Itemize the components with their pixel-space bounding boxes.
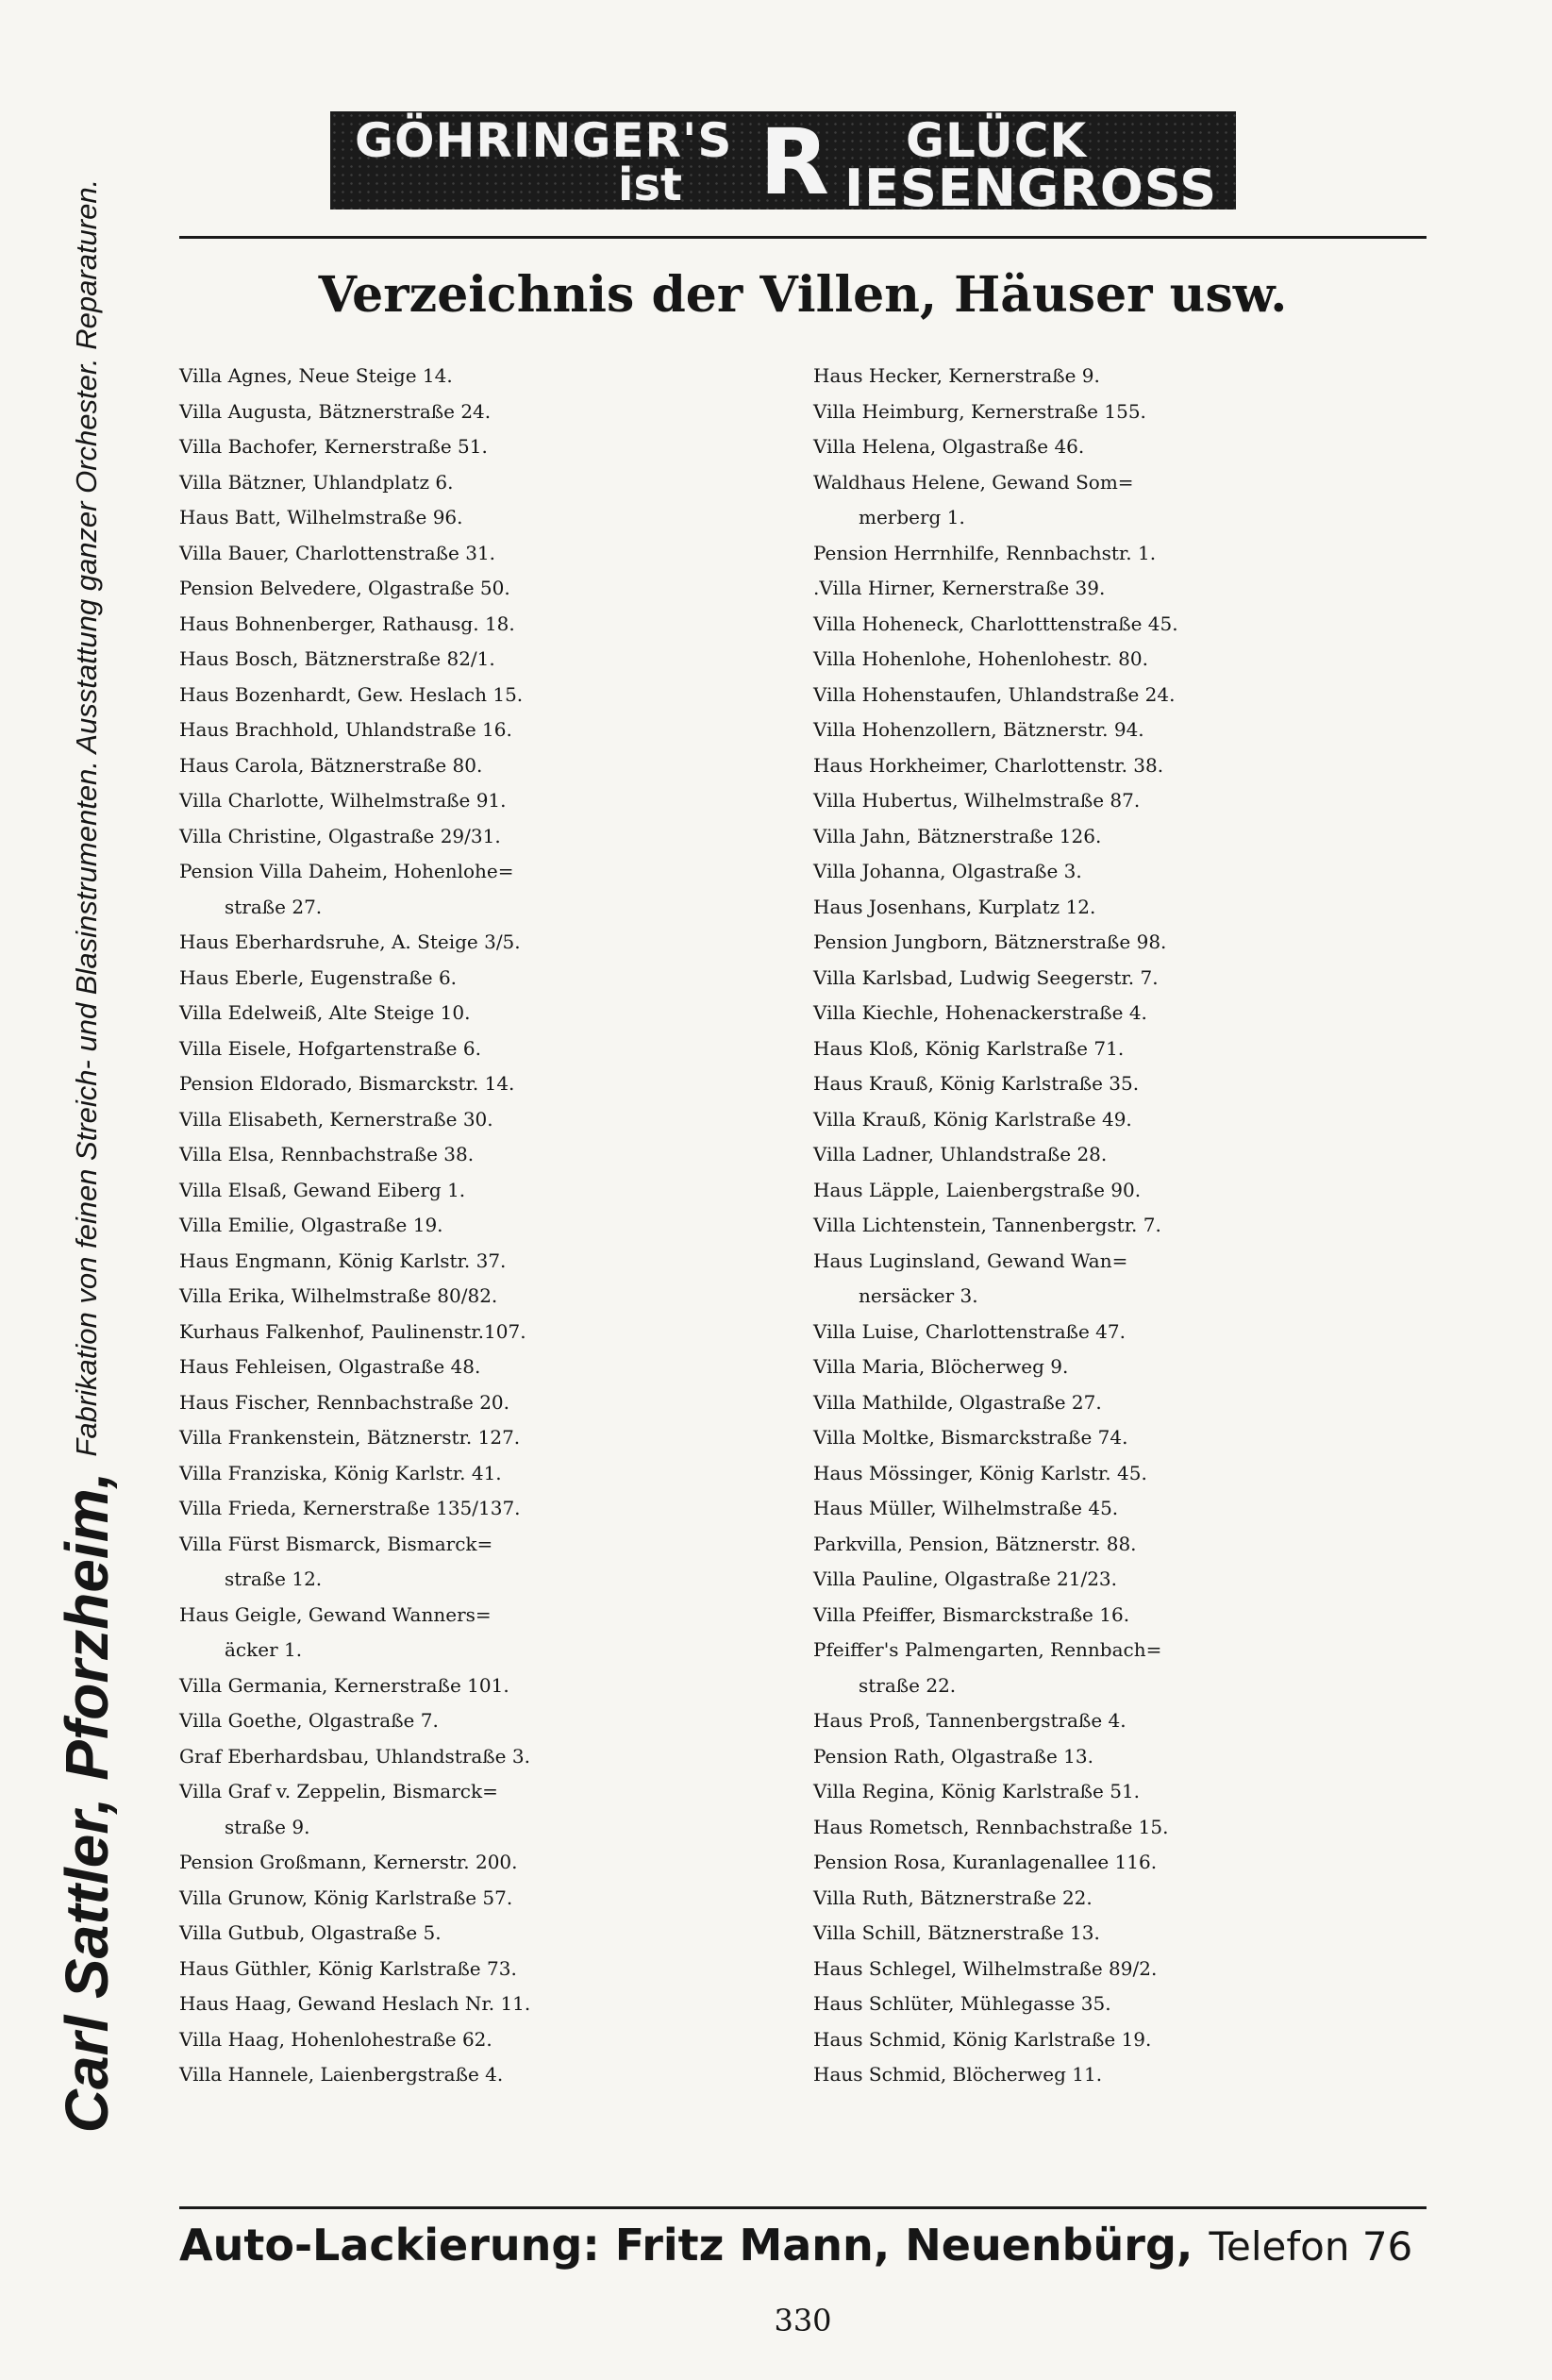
list-item: Haus Hecker, Kernerstraße 9. (813, 364, 1100, 387)
list-item: Villa Gutbub, Olgastraße 5. (179, 1921, 442, 1944)
list-item: Haus Kloß, König Karlstraße 71. (813, 1036, 1125, 1060)
list-item: straße 22. (859, 1673, 957, 1697)
top-divider-rule (179, 236, 1427, 239)
list-item: merberg 1. (859, 506, 965, 528)
list-item: straße 27. (225, 895, 323, 918)
list-item: Pension Rosa, Kuranlagenallee 116. (813, 1851, 1158, 1873)
list-item: Villa Eisele, Hofgartenstraße 6. (179, 1036, 481, 1060)
list-item: Haus Horkheimer, Charlottenstr. 38. (813, 753, 1164, 777)
list-item: Villa Elisabeth, Kernerstraße 30. (179, 1107, 493, 1131)
list-item: Haus Haag, Gewand Heslach Nr. 11. (179, 1992, 531, 2015)
list-item: Pension Großmann, Kernerstr. 200. (179, 1851, 518, 1873)
list-item: Haus Geigle, Gewand Wanners= (179, 1602, 492, 1626)
list-item: Villa Moltke, Bismarckstraße 74. (813, 1426, 1128, 1449)
list-item: straße 9. (225, 1815, 310, 1838)
list-item: Villa Elsaß, Gewand Eiberg 1. (179, 1178, 466, 1201)
list-item: Villa Emilie, Olgastraße 19. (179, 1214, 443, 1236)
list-item: Villa Lichtenstein, Tannenbergstr. 7. (813, 1214, 1161, 1236)
list-item: Haus Mössinger, König Karlstr. 45. (813, 1461, 1147, 1484)
list-item: Pfeiffer's Palmengarten, Rennbach= (813, 1638, 1162, 1661)
side-ad-text: Fabrikation von feinen Streich- und Blasinstrumenten. Ausstattung ganzer Orchester. Reparaturen. (70, 178, 103, 1457)
list-item: Haus Luginsland, Gewand Wan= (813, 1249, 1128, 1272)
list-item: Haus Brachhold, Uhlandstraße 16. (179, 718, 512, 741)
list-item: Haus Läpple, Laienbergstraße 90. (813, 1178, 1142, 1201)
list-item: Pension Eldorado, Bismarckstr. 14. (179, 1072, 515, 1095)
list-item: Villa Hohenstaufen, Uhlandstraße 24. (813, 682, 1176, 706)
banner-big-letter: R (759, 111, 829, 210)
list-item: Haus Bosch, Bätznerstraße 82/1. (179, 647, 495, 670)
list-item: Villa Johanna, Olgastraße 3. (813, 860, 1082, 882)
banner-word-glueck: GLÜCK (906, 113, 1088, 168)
list-item: Villa Charlotte, Wilhelmstraße 91. (179, 789, 507, 812)
list-item: Haus Schlüter, Mühlegasse 35. (813, 1992, 1111, 2015)
list-item: Haus Güthler, König Karlstraße 73. (179, 1956, 517, 1980)
list-item: Villa Luise, Charlottenstraße 47. (813, 1319, 1126, 1343)
list-item: Haus Carola, Bätznerstraße 80. (179, 753, 483, 777)
list-item: Villa Kiechle, Hohenackerstraße 4. (813, 1001, 1147, 1024)
list-item: äcker 1. (225, 1638, 303, 1661)
list-item: Villa Haag, Hohenlohestraße 62. (179, 2027, 492, 2051)
list-item: Villa Maria, Blöcherweg 9. (813, 1355, 1069, 1378)
side-ad-name: Carl Sattler, Pforzheim, (53, 1471, 121, 2134)
list-item: Haus Krauß, König Karlstraße 35. (813, 1072, 1140, 1095)
list-item: Haus Bohnenberger, Rathausg. 18. (179, 612, 515, 635)
list-item: Parkvilla, Pension, Bätznerstr. 88. (813, 1532, 1137, 1555)
list-item: Villa Graf v. Zeppelin, Bismarck= (179, 1780, 498, 1802)
list-item: Villa Bachofer, Kernerstraße 51. (179, 435, 488, 458)
banner-word-goehringers: GÖHRINGER'S (355, 113, 733, 168)
list-item: Villa Ruth, Bätznerstraße 22. (813, 1886, 1093, 1909)
list-item: Villa Schill, Bätznerstraße 13. (813, 1921, 1100, 1944)
list-item: Haus Schmid, Blöcherweg 11. (813, 2063, 1103, 2086)
list-item: Villa Mathilde, Olgastraße 27. (813, 1390, 1102, 1414)
list-item: Haus Engmann, König Karlstr. 37. (179, 1249, 507, 1272)
left-column-list (179, 359, 811, 2093)
list-item: Waldhaus Helene, Gewand Som= (813, 470, 1134, 494)
bottom-divider-rule (179, 2206, 1427, 2209)
list-item: Haus Müller, Wilhelmstraße 45. (813, 1497, 1119, 1519)
list-item: Villa Agnes, Neue Steige 14. (179, 364, 453, 387)
page-title: Verzeichnis der Villen, Häuser usw. (318, 266, 1288, 324)
list-item: Villa Franziska, König Karlstr. 41. (179, 1461, 502, 1484)
list-item: Villa Elsa, Rennbachstraße 38. (179, 1143, 475, 1165)
list-item: Villa Helena, Olgastraße 46. (813, 435, 1085, 458)
list-item: Villa Fürst Bismarck, Bismarck= (179, 1532, 493, 1555)
list-item: Villa Krauß, König Karlstraße 49. (813, 1107, 1132, 1131)
list-item: straße 12. (225, 1567, 323, 1590)
list-item: Villa Regina, König Karlstraße 51. (813, 1780, 1141, 1802)
list-item: Villa Hannele, Laienbergstraße 4. (179, 2063, 504, 2086)
list-item: Villa Hohenzollern, Bätznerstr. 94. (813, 718, 1144, 741)
list-item: Villa Bätzner, Uhlandplatz 6. (179, 470, 454, 494)
list-item: Haus Bozenhardt, Gew. Heslach 15. (179, 682, 524, 706)
banner-word-iesengross: IESENGROSS (844, 159, 1218, 210)
list-item: Villa Heimburg, Kernerstraße 155. (813, 399, 1146, 423)
list-item: Haus Fehleisen, Olgastraße 48. (179, 1355, 481, 1378)
bottom-ad-phone: Telefon 76 (1209, 2223, 1413, 2270)
list-item: Haus Proß, Tannenbergstraße 4. (813, 1709, 1126, 1732)
list-item: Villa Karlsbad, Ludwig Seegerstr. 7. (813, 965, 1159, 989)
list-item: Haus Schmid, König Karlstraße 19. (813, 2027, 1152, 2051)
bottom-ad-company: Auto-Lackierung: Fritz Mann, Neuenbürg, (179, 2220, 1193, 2271)
list-item: Haus Schlegel, Wilhelmstraße 89/2. (813, 1956, 1158, 1980)
right-column-list (813, 359, 1445, 2093)
list-item: Villa Jahn, Bätznerstraße 126. (813, 824, 1102, 847)
list-item: Haus Rometsch, Rennbachstraße 15. (813, 1815, 1169, 1838)
list-item: Villa Hubertus, Wilhelmstraße 87. (813, 789, 1141, 812)
side-advertisement (40, 75, 134, 2237)
list-item: Kurhaus Falkenhof, Paulinenstr.107. (179, 1319, 526, 1343)
list-item: Haus Eberhardsruhe, A. Steige 3/5. (179, 930, 521, 953)
list-item: Haus Eberle, Eugenstraße 6. (179, 965, 458, 989)
list-item: Haus Josenhans, Kurplatz 12. (813, 895, 1096, 918)
list-item: Villa Bauer, Charlottenstraße 31. (179, 541, 496, 564)
list-item: Haus Fischer, Rennbachstraße 20. (179, 1390, 510, 1414)
list-item: Villa Hoheneck, Charlotttenstraße 45. (813, 612, 1178, 635)
list-item: Villa Frankenstein, Bätznerstr. 127. (179, 1426, 521, 1449)
list-item: Pension Herrnhilfe, Rennbachstr. 1. (813, 541, 1157, 564)
list-item: Haus Batt, Wilhelmstraße 96. (179, 506, 463, 528)
list-item: nersäcker 3. (859, 1284, 978, 1307)
list-item: Graf Eberhardsbau, Uhlandstraße 3. (179, 1744, 530, 1768)
list-item: Villa Hohenlohe, Hohenlohestr. 80. (813, 647, 1148, 670)
top-banner-advertisement (330, 111, 1236, 210)
list-item: Villa Frieda, Kernerstraße 135/137. (179, 1497, 521, 1519)
list-item: Villa Christine, Olgastraße 29/31. (179, 824, 501, 847)
page-number: 330 (774, 2303, 832, 2338)
list-item: Villa Erika, Wilhelmstraße 80/82. (179, 1284, 498, 1307)
list-item: Villa Pauline, Olgastraße 21/23. (813, 1567, 1118, 1590)
list-item: Pension Villa Daheim, Hohenlohe= (179, 860, 514, 882)
list-item: Villa Goethe, Olgastraße 7. (179, 1709, 439, 1732)
list-item: Pension Rath, Olgastraße 13. (813, 1744, 1093, 1768)
list-item: Pension Jungborn, Bätznerstraße 98. (813, 930, 1167, 953)
list-item: Villa Germania, Kernerstraße 101. (179, 1673, 509, 1697)
bottom-advertisement (179, 2220, 1427, 2271)
list-item: Villa Ladner, Uhlandstraße 28. (813, 1143, 1108, 1165)
list-item: Villa Pfeiffer, Bismarckstraße 16. (813, 1602, 1130, 1626)
list-item: Villa Grunow, König Karlstraße 57. (179, 1886, 513, 1909)
banner-word-ist: ist (618, 159, 682, 210)
list-item: Villa Edelweiß, Alte Steige 10. (179, 1001, 471, 1024)
list-item: Pension Belvedere, Olgastraße 50. (179, 577, 510, 599)
list-item: .Villa Hirner, Kernerstraße 39. (813, 577, 1106, 599)
list-item: Villa Augusta, Bätznerstraße 24. (179, 399, 492, 423)
side-ad-rotated-line (40, 75, 134, 2237)
